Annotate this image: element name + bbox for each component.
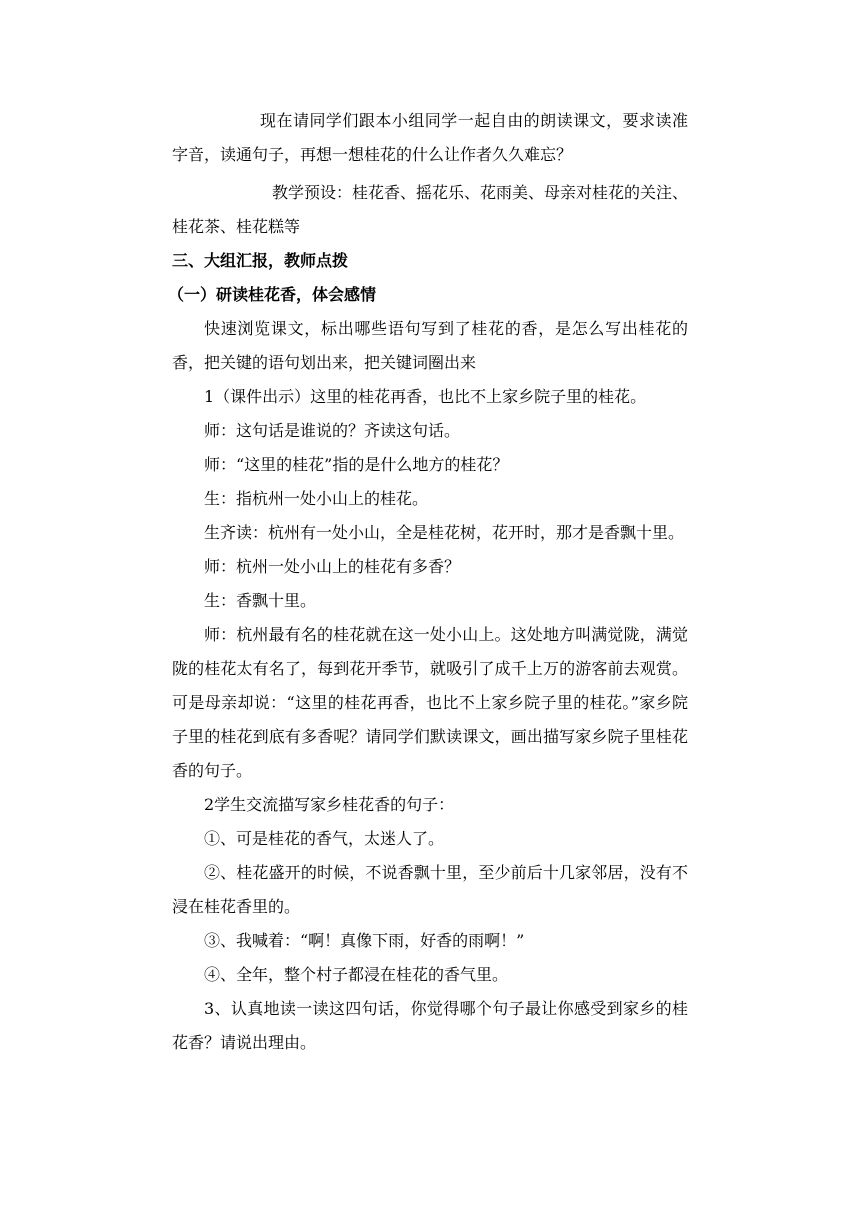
paragraph-browse-instruction: 快速浏览课文，标出哪些语句写到了桂花的香，是怎么写出桂花的香，把关键的语句划出来，把关键词圈出来 (172, 319, 688, 372)
paragraph-reading-task-3: 3、认真地读一读这四句话，你觉得哪个句子最让你感受到家乡的桂花香？请说出理由。 (172, 999, 688, 1052)
paragraph-read-aloud-instruction: 现在请同学们跟本小组同学一起自由的朗读课文，要求读准字音，读通句子，再想一想桂花的什么让作者久久难忘？ (172, 111, 688, 164)
list-item-sentence-1: ①、可是桂花的香气，太迷人了。 (204, 829, 445, 848)
paragraph-student-exchange: 2学生交流描写家乡桂花香的句子： (204, 795, 455, 814)
list-item-sentence-2: ②、桂花盛开的时候，不说香飘十里，至少前后十几家邻居，没有不浸在桂花香里的。 (172, 863, 688, 916)
paragraph-teaching-preset: 教学预设：桂花香、摇花乐、花雨美、母亲对桂花的关注、桂花茶、桂花糕等 (172, 183, 689, 236)
dialogue-line: 师：“这里的桂花”指的是什么地方的桂花？ (204, 455, 509, 474)
dialogue-line: 师：这句话是谁说的？齐读这句话。 (204, 421, 461, 440)
subsection-heading-1: （一）研读桂花香，体会感情 (168, 285, 377, 304)
paragraph-courseware-1: 1（课件出示）这里的桂花再香，也比不上家乡院子里的桂花。 (204, 387, 647, 406)
dialogue-line: 生齐读：杭州有一处小山，全是桂花树，花开时，那才是香飘十里。 (204, 523, 685, 542)
dialogue-line-teacher-explanation: 师：杭州最有名的桂花就在这一处小山上。这处地方叫满觉陇，满觉陇的桂花太有名了，每到花开季节，就吸引了成千上万的游客前去观赏。可是母亲却说：“这里的桂花再香，也比不上家乡院子里的桂花。”家乡院子里的桂花到底有多香呢？请同学们默读课文，画出描写家乡院子里桂花香的句子。 (172, 625, 688, 780)
list-item-sentence-4: ④、全年，整个村子都浸在桂花的香气里。 (204, 965, 509, 984)
dialogue-line: 师：杭州一处小山上的桂花有多香？ (204, 557, 461, 576)
dialogue-line: 生：香飘十里。 (204, 591, 317, 610)
document-body (168, 104, 689, 1060)
section-heading-3: 三、大组汇报，教师点拨 (172, 251, 349, 270)
dialogue-line: 生：指杭州一处小山上的桂花。 (204, 489, 429, 508)
list-item-sentence-3: ③、我喊着：“啊！真像下雨，好香的雨啊！” (204, 931, 525, 950)
